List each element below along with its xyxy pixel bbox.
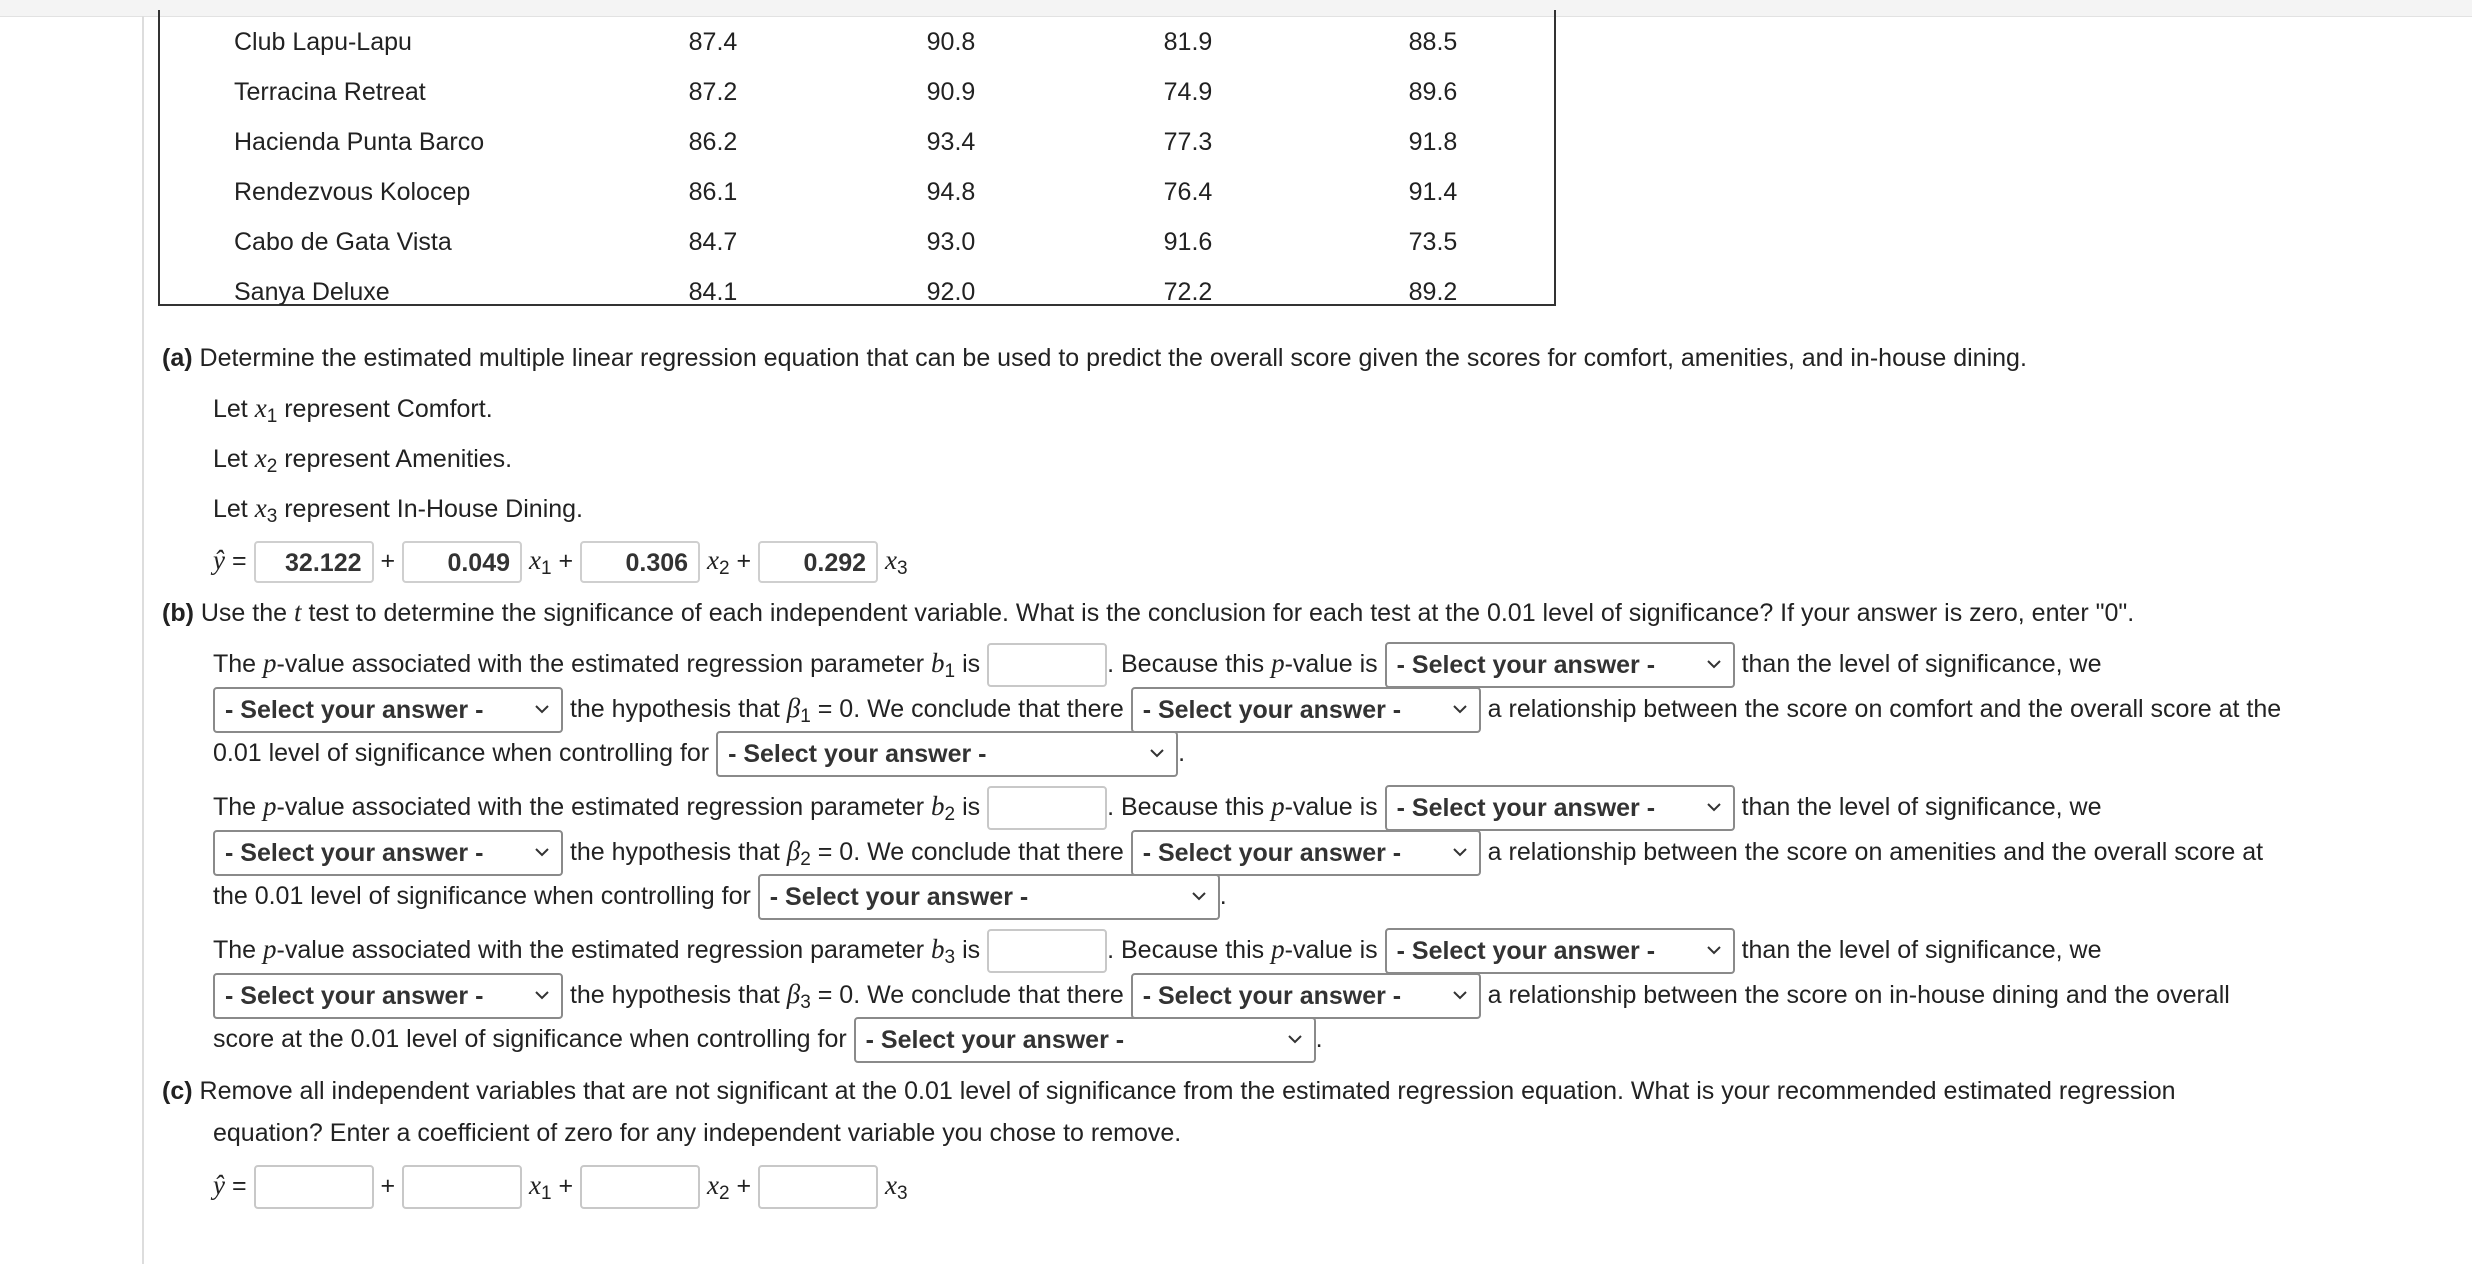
table-cell: 91.8 xyxy=(1408,128,1458,156)
yhat-symbol: ŷ xyxy=(213,1170,225,1200)
chevron-down-icon xyxy=(1705,941,1723,959)
b1-control-select[interactable]: - Select your answer - xyxy=(716,731,1178,777)
table-cell: 76.4 xyxy=(1163,178,1213,206)
table-cell: 90.9 xyxy=(926,78,976,106)
b3-control-line: score at the 0.01 level of significance when controlling for - Select your answer - . xyxy=(213,1014,1323,1064)
b2-comparison-select[interactable]: - Select your answer - xyxy=(1385,785,1735,831)
let-x3: Let $x_3$ represent In-House Dining. xyxy=(213,493,584,527)
table-cell: 89.2 xyxy=(1408,278,1458,306)
b3-control-select[interactable]: - Select your answer - xyxy=(854,1017,1316,1063)
chevron-down-icon xyxy=(1451,700,1469,718)
b2-pvalue-input[interactable] xyxy=(987,786,1107,830)
chevron-down-icon xyxy=(1148,744,1166,762)
c-b3-input[interactable] xyxy=(758,1165,878,1209)
chevron-down-icon xyxy=(1190,887,1208,905)
part-b-label: (b) xyxy=(162,599,194,627)
table-cell: 84.7 xyxy=(688,228,738,256)
b1-answer-input[interactable]: 0.049 xyxy=(402,541,522,583)
table-cell: 90.8 xyxy=(926,28,976,56)
part-a-label: (a) xyxy=(162,344,193,372)
chevron-down-icon xyxy=(533,986,551,1004)
table-cell: 81.9 xyxy=(1163,28,1213,56)
table-cell: 91.6 xyxy=(1163,228,1213,256)
table-cell: 84.1 xyxy=(688,278,738,306)
chevron-down-icon xyxy=(1451,986,1469,1004)
table-cell: 74.9 xyxy=(1163,78,1213,106)
b3-answer-input[interactable]: 0.292 xyxy=(758,541,878,583)
content-left-border xyxy=(142,16,144,1264)
table-cell: 93.0 xyxy=(926,228,976,256)
chevron-down-icon xyxy=(1286,1030,1304,1048)
table-cell: 89.6 xyxy=(1408,78,1458,106)
c-b0-input[interactable] xyxy=(254,1165,374,1209)
let-x2: Let $x_2$ represent Amenities. xyxy=(213,443,513,477)
table-cell-resort: Rendezvous Kolocep xyxy=(234,178,471,206)
b1-hypothesis-line: - Select your answer - the hypothesis that $\beta_1 = 0$. We conclude that there - Select your answer - a relationship between the score on comfort and the overall score at the xyxy=(213,683,2281,733)
table-cell: 86.1 xyxy=(688,178,738,206)
c-b2-input[interactable] xyxy=(580,1165,700,1209)
part-c-question: (c) Remove all independent variables that are not significant at the 0.01 level of significance from the estimated regression equation. What is your recommended estimated regression xyxy=(162,1077,2176,1105)
chevron-down-icon xyxy=(1705,798,1723,816)
b3-hypothesis-line: - Select your answer - the hypothesis that $\beta_3 = 0$. We conclude that there - Select your answer - a relationship between the score on in-house dining and the overall xyxy=(213,969,2230,1019)
table-cell: 88.5 xyxy=(1408,28,1458,56)
part-c-label: (c) xyxy=(162,1077,193,1105)
chevron-down-icon xyxy=(533,700,551,718)
table-row xyxy=(160,17,1554,67)
b3-pvalue-input[interactable] xyxy=(987,929,1107,973)
chevron-down-icon xyxy=(1705,655,1723,673)
data-table xyxy=(158,10,1556,306)
table-row xyxy=(160,217,1554,267)
b2-control-select[interactable]: - Select your answer - xyxy=(758,874,1220,920)
part-a-text: Determine the estimated multiple linear regression equation that can be used to predict the overall score given the scores for comfort, amenities, and in-house dining. xyxy=(199,344,2027,372)
table-cell-resort: Club Lapu-Lapu xyxy=(234,28,412,56)
part-c-question-cont: equation? Enter a coefficient of zero for any independent variable you chose to remove. xyxy=(213,1119,1182,1147)
table-cell: 87.2 xyxy=(688,78,738,106)
b3-decision-select[interactable]: - Select your answer - xyxy=(213,973,563,1019)
table-cell: 92.0 xyxy=(926,278,976,306)
b2-conclusion-select[interactable]: - Select your answer - xyxy=(1131,830,1481,876)
part-b-question: (b) Use the t test to determine the significance of each independent variable. What is the conclusion for each test at the 0.01 level of significance? If your answer is zero, enter "0". xyxy=(162,597,2135,627)
b1-control-line: 0.01 level of significance when controlling for - Select your answer - . xyxy=(213,728,1185,778)
b1-comparison-select[interactable]: - Select your answer - xyxy=(1385,642,1735,688)
b2-control-line: the 0.01 level of significance when controlling for - Select your answer - . xyxy=(213,871,1227,921)
table-cell: 91.4 xyxy=(1408,178,1458,206)
table-cell: 72.2 xyxy=(1163,278,1213,306)
part-a-question xyxy=(162,333,2027,383)
table-cell-resort: Cabo de Gata Vista xyxy=(234,228,452,256)
b2-hypothesis-line: - Select your answer - the hypothesis that $\beta_2 = 0$. We conclude that there - Select your answer - a relationship between the score on amenities and the overall score at xyxy=(213,826,2263,876)
b0-answer-input[interactable]: 32.122 xyxy=(254,541,374,583)
table-cell-resort: Terracina Retreat xyxy=(234,78,426,106)
part-a-equation: ŷ = 32.122 + 0.049 $x_1 + 0.306$ $x_2 + 0.292$ $x_3$ xyxy=(213,535,908,585)
b3-conclusion-select[interactable]: - Select your answer - xyxy=(1131,973,1481,1019)
b3-comparison-select[interactable]: - Select your answer - xyxy=(1385,928,1735,974)
b1-pvalue-line: The p-value associated with the estimated regression parameter $b_1$ is . Because this p-value is - Select your answer - than the level of significance, we xyxy=(213,638,2102,688)
let-x1: Let $x_1$ represent Comfort. xyxy=(213,393,493,427)
b1-pvalue-input[interactable] xyxy=(987,643,1107,687)
part-c-equation: ŷ = + $x_1 + x_2 + x_3$ xyxy=(213,1160,908,1210)
table-cell: 73.5 xyxy=(1408,228,1458,256)
chevron-down-icon xyxy=(1451,843,1469,861)
table-cell: 87.4 xyxy=(688,28,738,56)
table-cell: 94.8 xyxy=(926,178,976,206)
table-row xyxy=(160,167,1554,217)
b2-pvalue-line: The p-value associated with the estimated regression parameter $b_2$ is . Because this p-value is - Select your answer - than the level of significance, we xyxy=(213,781,2102,831)
table-cell-resort: Hacienda Punta Barco xyxy=(234,128,485,156)
b2-decision-select[interactable]: - Select your answer - xyxy=(213,830,563,876)
table-cell: 77.3 xyxy=(1163,128,1213,156)
yhat-symbol: ŷ xyxy=(213,545,225,575)
table-row xyxy=(160,267,1554,317)
b2-answer-input[interactable]: 0.306 xyxy=(580,541,700,583)
b1-conclusion-select[interactable]: - Select your answer - xyxy=(1131,687,1481,733)
c-b1-input[interactable] xyxy=(402,1165,522,1209)
table-cell: 86.2 xyxy=(688,128,738,156)
table-row xyxy=(160,117,1554,167)
b1-decision-select[interactable]: - Select your answer - xyxy=(213,687,563,733)
table-cell-resort: Sanya Deluxe xyxy=(234,278,390,306)
chevron-down-icon xyxy=(533,843,551,861)
table-cell: 93.4 xyxy=(926,128,976,156)
table-row xyxy=(160,67,1554,117)
b3-pvalue-line: The p-value associated with the estimated regression parameter $b_3$ is . Because this p-value is - Select your answer - than the level of significance, we xyxy=(213,924,2102,974)
